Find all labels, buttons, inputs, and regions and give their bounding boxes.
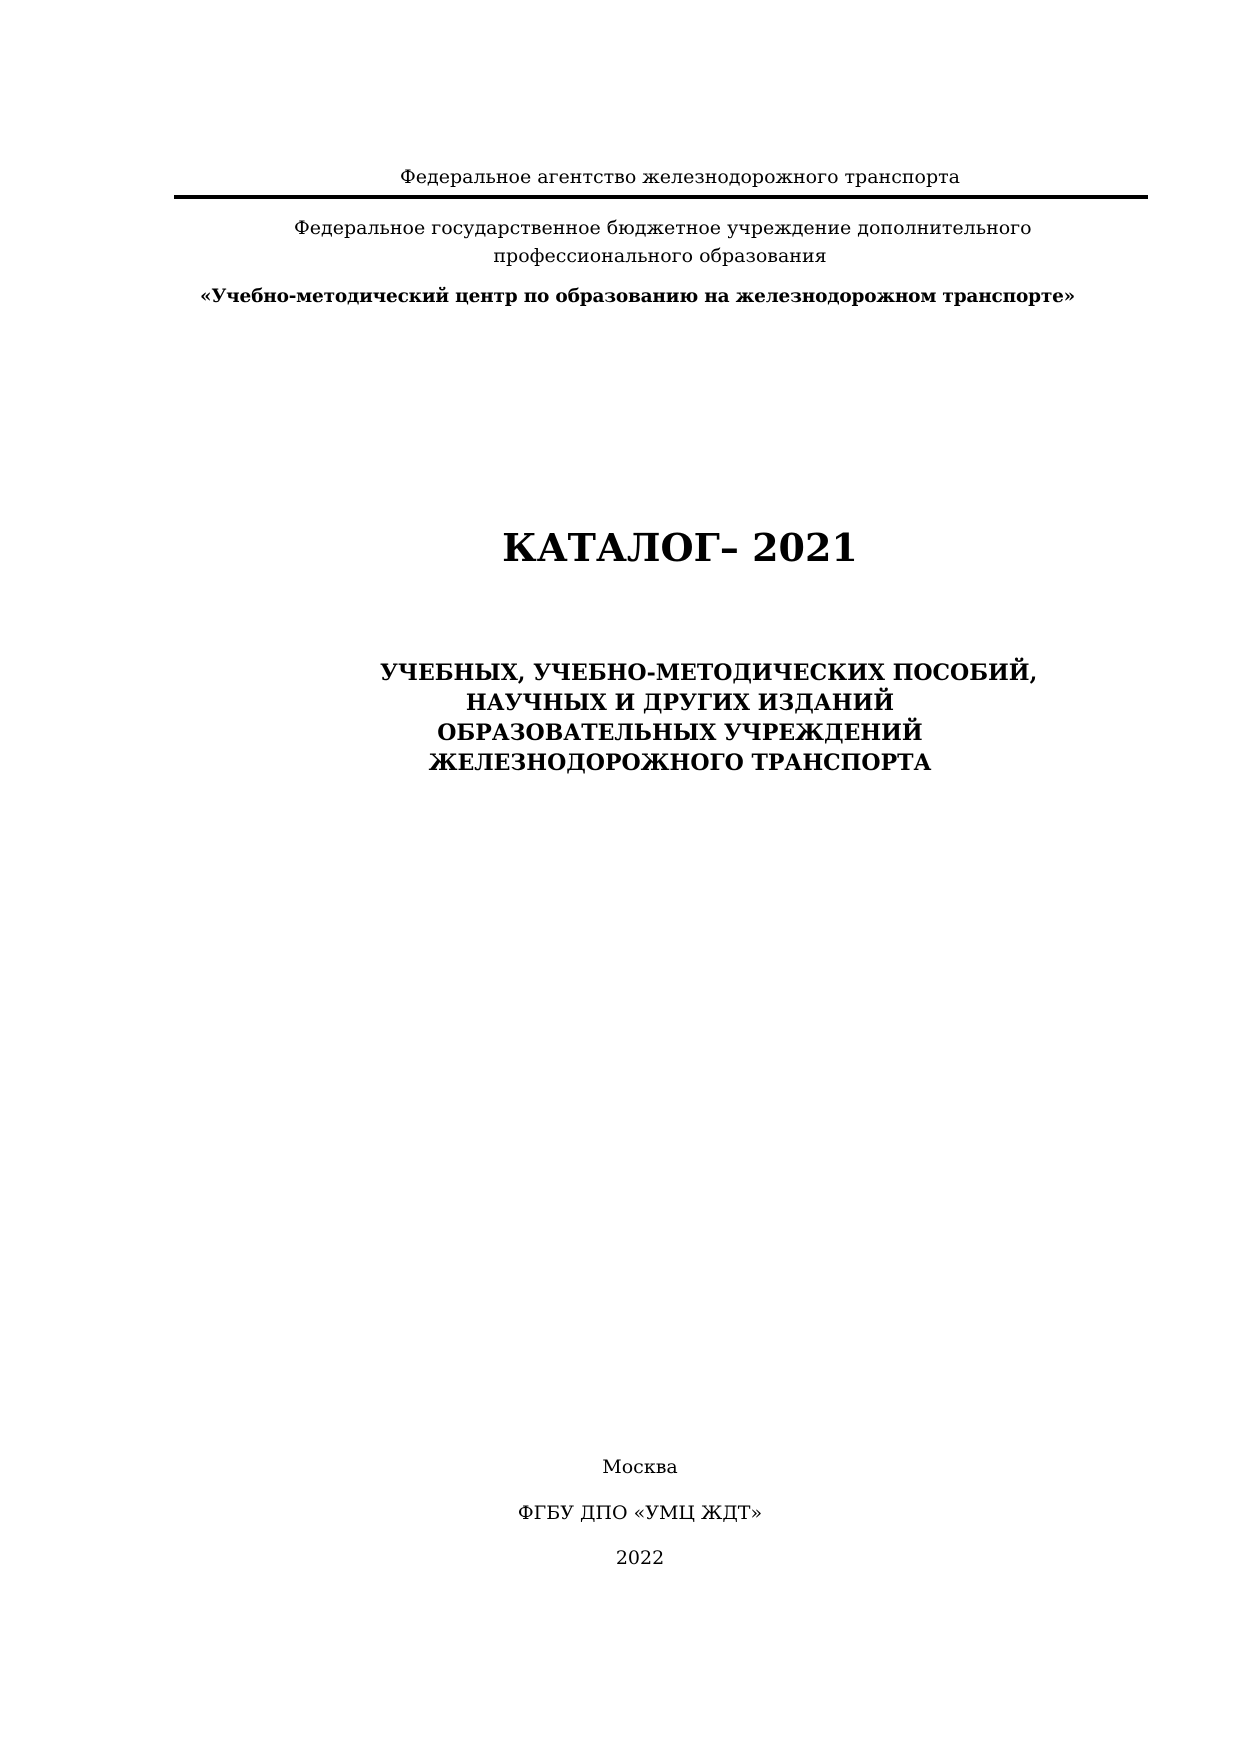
header-divider xyxy=(174,195,1148,199)
imprint-year: 2022 xyxy=(615,1547,665,1569)
document-subtitle xyxy=(380,658,1038,778)
institution-line: Федеральное государственное бюджетное учреждение дополнительного xyxy=(294,217,1032,239)
institution-name xyxy=(294,214,1032,270)
imprint-publisher: ФГБУ ДПО «УМЦ ЖДТ» xyxy=(517,1502,763,1524)
imprint-city: Москва xyxy=(602,1456,678,1478)
document-title: КАТАЛОГ– 2021 xyxy=(502,525,858,570)
subtitle-line: УЧЕБНЫХ, УЧЕБНО-МЕТОДИЧЕСКИХ ПОСОБИЙ, xyxy=(380,660,1038,686)
subtitle-line: ЖЕЛЕЗНОДОРОЖНОГО ТРАНСПОРТА xyxy=(428,750,932,776)
agency-name: Федеральное агентство железнодорожного транспорта xyxy=(400,166,960,188)
center-name: «Учебно-методический центр по образованию на железнодорожном транспорте» xyxy=(200,286,1076,307)
institution-line: профессионального образования xyxy=(493,245,827,267)
subtitle-line: НАУЧНЫХ И ДРУГИХ ИЗДАНИЙ xyxy=(465,690,895,716)
subtitle-line: ОБРАЗОВАТЕЛЬНЫХ УЧРЕЖДЕНИЙ xyxy=(437,720,923,746)
